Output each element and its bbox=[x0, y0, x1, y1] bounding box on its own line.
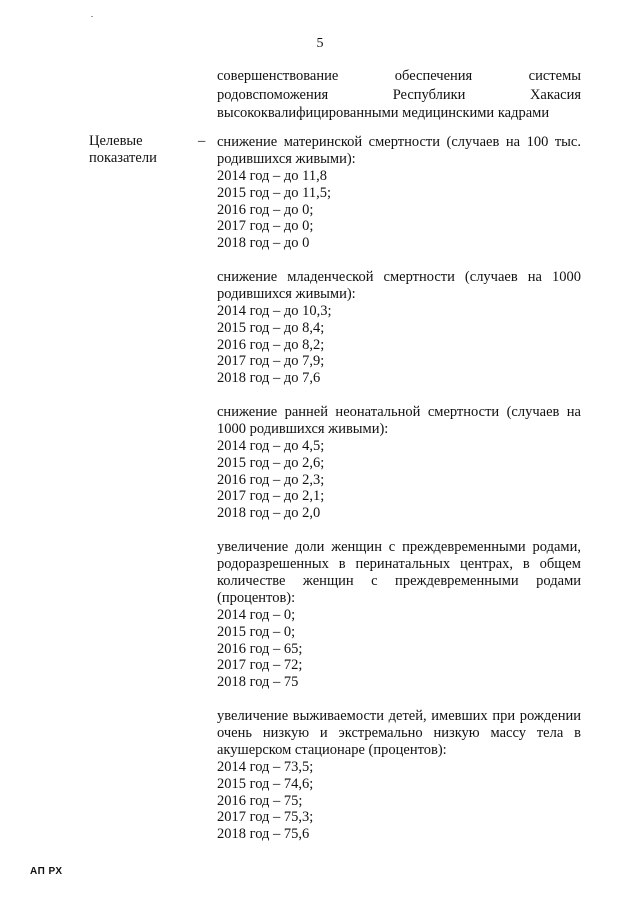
indicator-title: увеличение доли женщин с преждевременными родами, родоразрешенных в перинатальных центрах, в общем количестве женщин с преждевременными родами (процентов): bbox=[217, 538, 581, 606]
indicator-early-neonatal-mortality bbox=[217, 404, 581, 522]
year-value: 2015 год – до 11,5; bbox=[217, 184, 332, 201]
year-value: 2017 год – до 2,1; bbox=[217, 488, 325, 505]
year-value: 2014 год – до 10,3; bbox=[217, 302, 332, 319]
footer-mark: АП РХ bbox=[30, 866, 63, 877]
indicator-title: увеличение выживаемости детей, имевших при рождении очень низкую и экстремально низкую массу тела в акушерском стационаре (процентов): bbox=[217, 707, 581, 758]
indicator-title: снижение ранней неонатальной смертности (случаев на 1000 родившихся живыми): bbox=[217, 403, 581, 437]
indicator-years bbox=[217, 303, 581, 387]
year-value: 2015 год – 0; bbox=[217, 623, 296, 640]
indicator-title: снижение материнской смертности (случаев на 100 тыс. родившихся живыми): bbox=[217, 134, 581, 167]
year-value: 2016 год – до 2,3; bbox=[217, 471, 325, 488]
scan-speck bbox=[91, 16, 93, 17]
section-label: Целевые показатели bbox=[89, 133, 157, 166]
year-value: 2014 год – до 11,8 bbox=[217, 168, 328, 184]
year-value: 2018 год – 75,6 bbox=[217, 826, 310, 843]
year-value: 2016 год – до 0; bbox=[217, 201, 314, 218]
indicator-title: снижение младенческой смертности (случаев на 1000 родившихся живыми): bbox=[217, 268, 581, 302]
year-value: 2014 год – до 4,5; bbox=[217, 437, 325, 454]
year-value: 2015 год – до 2,6; bbox=[217, 454, 325, 471]
target-indicators bbox=[217, 134, 581, 860]
indicator-years bbox=[217, 438, 581, 522]
indicator-years bbox=[217, 759, 581, 843]
year-value: 2014 год – 0; bbox=[217, 606, 296, 623]
indicator-years bbox=[217, 607, 581, 691]
year-value: 2018 год – 75 bbox=[217, 674, 299, 691]
indicator-low-birth-weight-survival bbox=[217, 708, 581, 843]
page-number: 5 bbox=[316, 36, 324, 51]
year-value: 2017 год – 72; bbox=[217, 657, 303, 674]
year-value: 2017 год – до 0; bbox=[217, 218, 314, 235]
year-value: 2017 год – 75,3; bbox=[217, 809, 314, 826]
year-value: 2015 год – 74,6; bbox=[217, 775, 314, 792]
indicator-years bbox=[217, 168, 581, 252]
year-value: 2016 год – 65; bbox=[217, 640, 303, 657]
year-value: 2018 год – до 0 bbox=[217, 235, 310, 252]
year-value: 2017 год – до 7,9; bbox=[217, 353, 325, 370]
year-value: 2016 год – до 8,2; bbox=[217, 336, 325, 353]
indicator-perinatal-deliveries bbox=[217, 539, 581, 691]
indicator-maternal-mortality bbox=[217, 134, 581, 252]
year-value: 2018 год – до 7,6 bbox=[217, 370, 321, 387]
year-value: 2016 год – 75; bbox=[217, 792, 303, 809]
intro-paragraph: совершенствование обеспечения системы родовспоможения Республики Хакасия высококвалифицированными медицинскими кадрами bbox=[217, 68, 581, 121]
label-dash: – bbox=[198, 133, 206, 149]
indicator-infant-mortality bbox=[217, 269, 581, 387]
year-value: 2015 год – до 8,4; bbox=[217, 319, 325, 336]
year-value: 2018 год – до 2,0 bbox=[217, 505, 321, 522]
year-value: 2014 год – 73,5; bbox=[217, 758, 314, 775]
